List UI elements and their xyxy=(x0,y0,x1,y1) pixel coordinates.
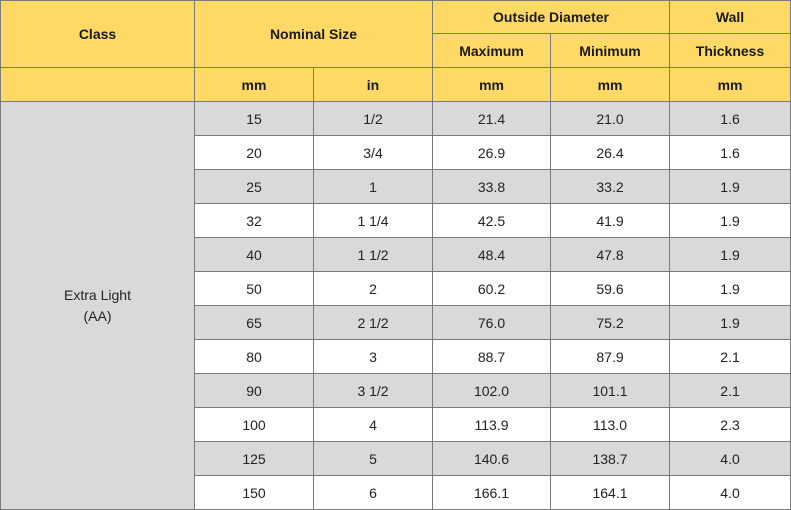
nominal-in-cell: 1/2 xyxy=(314,102,433,136)
class-code: (AA) xyxy=(83,307,112,324)
header-minimum: Minimum xyxy=(551,34,670,68)
wall-thickness-cell: 4.0 xyxy=(670,476,791,510)
wall-thickness-cell: 1.9 xyxy=(670,306,791,340)
od-max-cell: 26.9 xyxy=(433,136,551,170)
nominal-mm-cell: 80 xyxy=(195,340,314,374)
od-min-cell: 164.1 xyxy=(551,476,670,510)
header-unit-nominal-mm: mm xyxy=(195,68,314,102)
od-min-cell: 21.0 xyxy=(551,102,670,136)
nominal-in-cell: 4 xyxy=(314,408,433,442)
od-min-cell: 26.4 xyxy=(551,136,670,170)
od-max-cell: 48.4 xyxy=(433,238,551,272)
nominal-mm-cell: 65 xyxy=(195,306,314,340)
header-unit-blank xyxy=(1,68,195,102)
nominal-in-cell: 3/4 xyxy=(314,136,433,170)
od-max-cell: 166.1 xyxy=(433,476,551,510)
header-maximum: Maximum xyxy=(433,34,551,68)
nominal-in-cell: 1 1/2 xyxy=(314,238,433,272)
class-cell xyxy=(1,102,195,510)
header-unit-wall-mm: mm xyxy=(670,68,791,102)
wall-thickness-cell: 2.1 xyxy=(670,340,791,374)
od-max-cell: 33.8 xyxy=(433,170,551,204)
od-min-cell: 113.0 xyxy=(551,408,670,442)
od-max-cell: 113.9 xyxy=(433,408,551,442)
table-row xyxy=(1,102,791,136)
wall-thickness-cell: 2.1 xyxy=(670,374,791,408)
nominal-in-cell: 3 xyxy=(314,340,433,374)
wall-thickness-cell: 1.6 xyxy=(670,102,791,136)
nominal-mm-cell: 125 xyxy=(195,442,314,476)
od-max-cell: 21.4 xyxy=(433,102,551,136)
nominal-in-cell: 1 1/4 xyxy=(314,204,433,238)
nominal-mm-cell: 40 xyxy=(195,238,314,272)
nominal-in-cell: 3 1/2 xyxy=(314,374,433,408)
nominal-in-cell: 1 xyxy=(314,170,433,204)
od-min-cell: 41.9 xyxy=(551,204,670,238)
wall-thickness-cell: 1.9 xyxy=(670,204,791,238)
wall-thickness-cell: 1.9 xyxy=(670,170,791,204)
nominal-mm-cell: 150 xyxy=(195,476,314,510)
table-body xyxy=(1,102,791,510)
od-max-cell: 140.6 xyxy=(433,442,551,476)
od-max-cell: 60.2 xyxy=(433,272,551,306)
wall-thickness-cell: 1.9 xyxy=(670,238,791,272)
od-min-cell: 33.2 xyxy=(551,170,670,204)
nominal-mm-cell: 90 xyxy=(195,374,314,408)
nominal-mm-cell: 20 xyxy=(195,136,314,170)
header-class: Class xyxy=(1,1,195,68)
header-outside-diameter: Outside Diameter xyxy=(433,1,670,34)
header-unit-nominal-in: in xyxy=(314,68,433,102)
header-nominal-size: Nominal Size xyxy=(195,1,433,68)
od-min-cell: 59.6 xyxy=(551,272,670,306)
od-max-cell: 102.0 xyxy=(433,374,551,408)
header-unit-max-mm: mm xyxy=(433,68,551,102)
nominal-mm-cell: 32 xyxy=(195,204,314,238)
wall-thickness-cell: 2.3 xyxy=(670,408,791,442)
nominal-mm-cell: 25 xyxy=(195,170,314,204)
nominal-in-cell: 6 xyxy=(314,476,433,510)
od-min-cell: 87.9 xyxy=(551,340,670,374)
od-max-cell: 42.5 xyxy=(433,204,551,238)
od-min-cell: 138.7 xyxy=(551,442,670,476)
od-max-cell: 76.0 xyxy=(433,306,551,340)
wall-thickness-cell: 4.0 xyxy=(670,442,791,476)
wall-thickness-cell: 1.6 xyxy=(670,136,791,170)
header-wall: Wall xyxy=(670,1,791,34)
nominal-mm-cell: 15 xyxy=(195,102,314,136)
od-max-cell: 88.7 xyxy=(433,340,551,374)
header-thickness: Thickness xyxy=(670,34,791,68)
header-unit-min-mm: mm xyxy=(551,68,670,102)
nominal-mm-cell: 100 xyxy=(195,408,314,442)
class-name: Extra Light xyxy=(64,286,131,303)
od-min-cell: 101.1 xyxy=(551,374,670,408)
nominal-in-cell: 2 xyxy=(314,272,433,306)
nominal-in-cell: 5 xyxy=(314,442,433,476)
nominal-in-cell: 2 1/2 xyxy=(314,306,433,340)
od-min-cell: 75.2 xyxy=(551,306,670,340)
wall-thickness-cell: 1.9 xyxy=(670,272,791,306)
od-min-cell: 47.8 xyxy=(551,238,670,272)
nominal-mm-cell: 50 xyxy=(195,272,314,306)
